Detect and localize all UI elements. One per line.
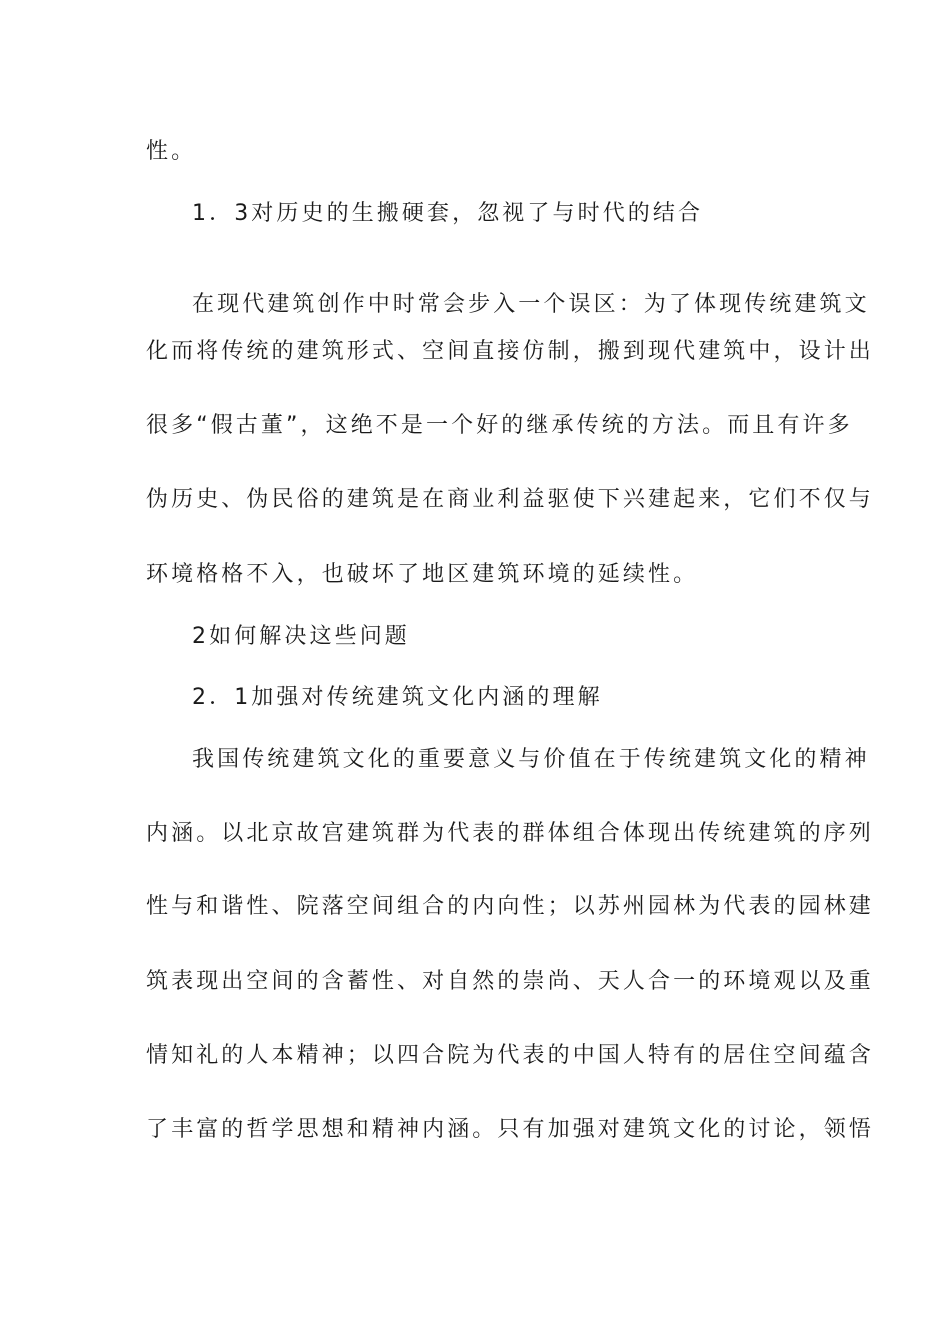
paragraph-tail-line: 性。 xyxy=(146,139,197,164)
section-heading-2-1: 2．1加强对传统建筑文化内涵的理解 xyxy=(192,685,603,710)
paragraph-line: 环境格格不入，也破坏了地区建筑环境的延续性。 xyxy=(146,562,699,587)
section-heading-1-3: 1．3对历史的生搬硬套，忽视了与时代的结合 xyxy=(192,201,704,226)
paragraph-line: 很多“假古董”，这绝不是一个好的继承传统的方法。而且有许多 xyxy=(146,413,853,438)
section-heading-2: 2如何解决这些问题 xyxy=(192,624,410,649)
paragraph-line: 伪历史、伪民俗的建筑是在商业利益驱使下兴建起来，它们不仅与 xyxy=(146,487,874,512)
paragraph-line: 在现代建筑创作中时常会步入一个误区：为了体现传统建筑文 xyxy=(192,292,870,317)
paragraph-line: 性与和谐性、院落空间组合的内向性；以苏州园林为代表的园林建 xyxy=(146,894,874,919)
paragraph-line: 情知礼的人本精神；以四合院为代表的中国人特有的居住空间蕴含 xyxy=(146,1043,874,1068)
paragraph-line: 内涵。以北京故宫建筑群为代表的群体组合体现出传统建筑的序列 xyxy=(146,821,874,846)
paragraph-line: 我国传统建筑文化的重要意义与价值在于传统建筑文化的精神 xyxy=(192,747,870,772)
paragraph-line: 化而将传统的建筑形式、空间直接仿制，搬到现代建筑中，设计出 xyxy=(146,339,874,364)
paragraph-line: 了丰富的哲学思想和精神内涵。只有加强对建筑文化的讨论，领悟 xyxy=(146,1117,874,1142)
paragraph-line: 筑表现出空间的含蓄性、对自然的崇尚、天人合一的环境观以及重 xyxy=(146,969,874,994)
